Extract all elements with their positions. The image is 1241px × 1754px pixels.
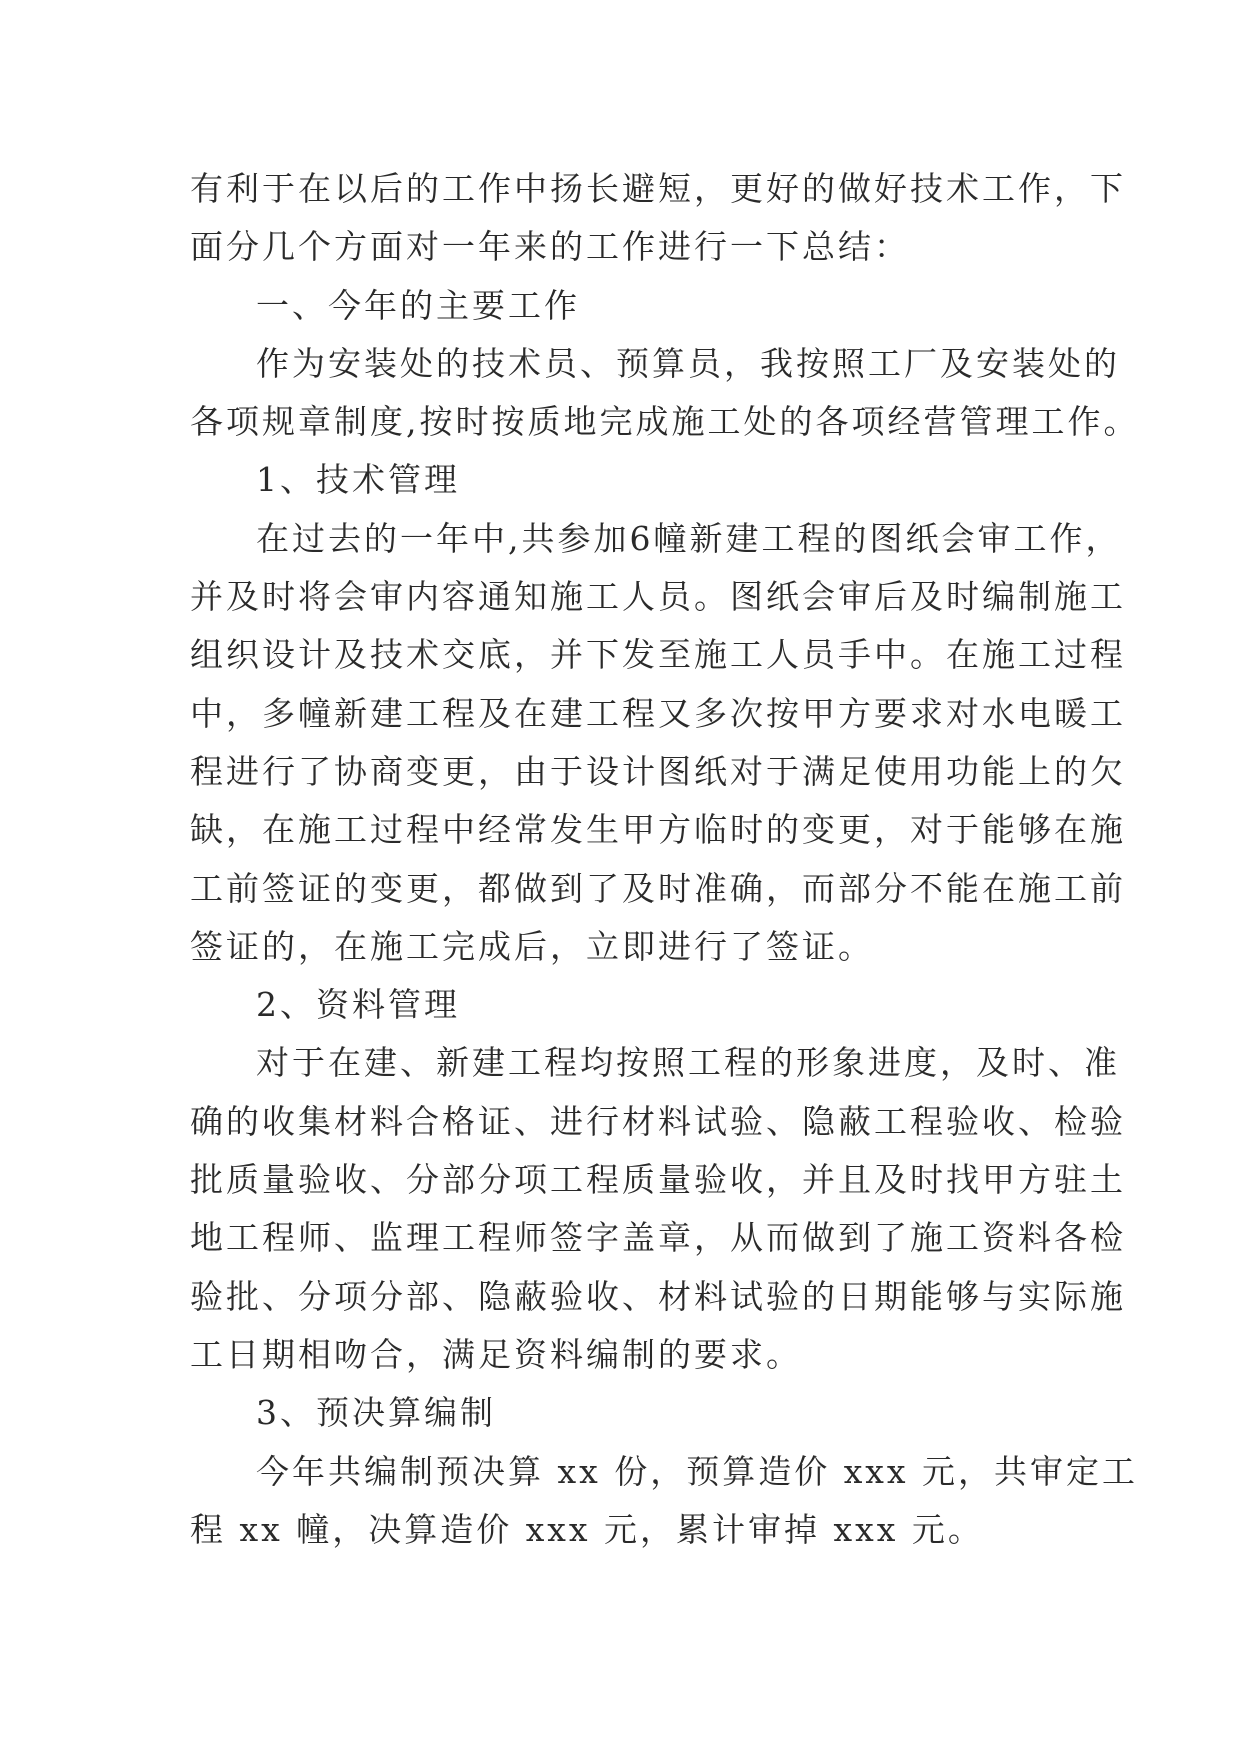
text-line: 今年共编制预决算 xx 份，预算造价 xxx 元，共审定工 [256, 1451, 1139, 1491]
text-line: 中，多幢新建工程及在建工程又多次按甲方要求对水电暖工 [190, 693, 1126, 733]
text-line: 缺，在施工过程中经常发生甲方临时的变更，对于能够在施 [190, 810, 1126, 850]
text-line: 各项规章制度,按时按质地完成施工处的各项经营管理工作。 [190, 402, 1140, 442]
text-line: 3、预决算编制 [256, 1393, 496, 1433]
text-line: 工前签证的变更，都做到了及时准确，而部分不能在施工前 [190, 868, 1126, 908]
text-line: 地工程师、监理工程师签字盖章，从而做到了施工资料各检 [190, 1218, 1126, 1258]
text-line: 有利于在以后的工作中扬长避短，更好的做好技术工作，下 [190, 169, 1126, 208]
text-line: 一、今年的主要工作 [256, 285, 580, 325]
text-line: 程 xx 幢，决算造价 xxx 元，累计审掉 xxx 元。 [190, 1509, 984, 1549]
document-body [190, 160, 1140, 1559]
text-line: 批质量验收、分部分项工程质量验收，并且及时找甲方驻土 [190, 1160, 1126, 1200]
text-line: 工日期相吻合，满足资料编制的要求。 [190, 1334, 802, 1374]
text-line: 验批、分项分部、隐蔽验收、材料试验的日期能够与实际施 [190, 1276, 1126, 1316]
text-line: 组织设计及技术交底，并下发至施工人员手中。在施工过程 [190, 635, 1126, 675]
text-line: 1、技术管理 [256, 460, 460, 500]
text-line: 面分几个方面对一年来的工作进行一下总结： [190, 227, 910, 267]
text-line: 程进行了协商变更，由于设计图纸对于满足使用功能上的欠 [190, 751, 1126, 791]
text-line: 签证的，在施工完成后，立即进行了签证。 [190, 926, 874, 966]
text-line: 作为安装处的技术员、预算员，我按照工厂及安装处的 [256, 343, 1120, 383]
text-line: 2、资料管理 [256, 985, 460, 1025]
text-line: 并及时将会审内容通知施工人员。图纸会审后及时编制施工 [190, 577, 1126, 617]
text-line: 在过去的一年中,共参加6幢新建工程的图纸会审工作， [256, 518, 1122, 558]
text-line: 对于在建、新建工程均按照工程的形象进度，及时、准 [256, 1043, 1120, 1083]
text-line: 确的收集材料合格证、进行材料试验、隐蔽工程验收、检验 [190, 1101, 1126, 1141]
